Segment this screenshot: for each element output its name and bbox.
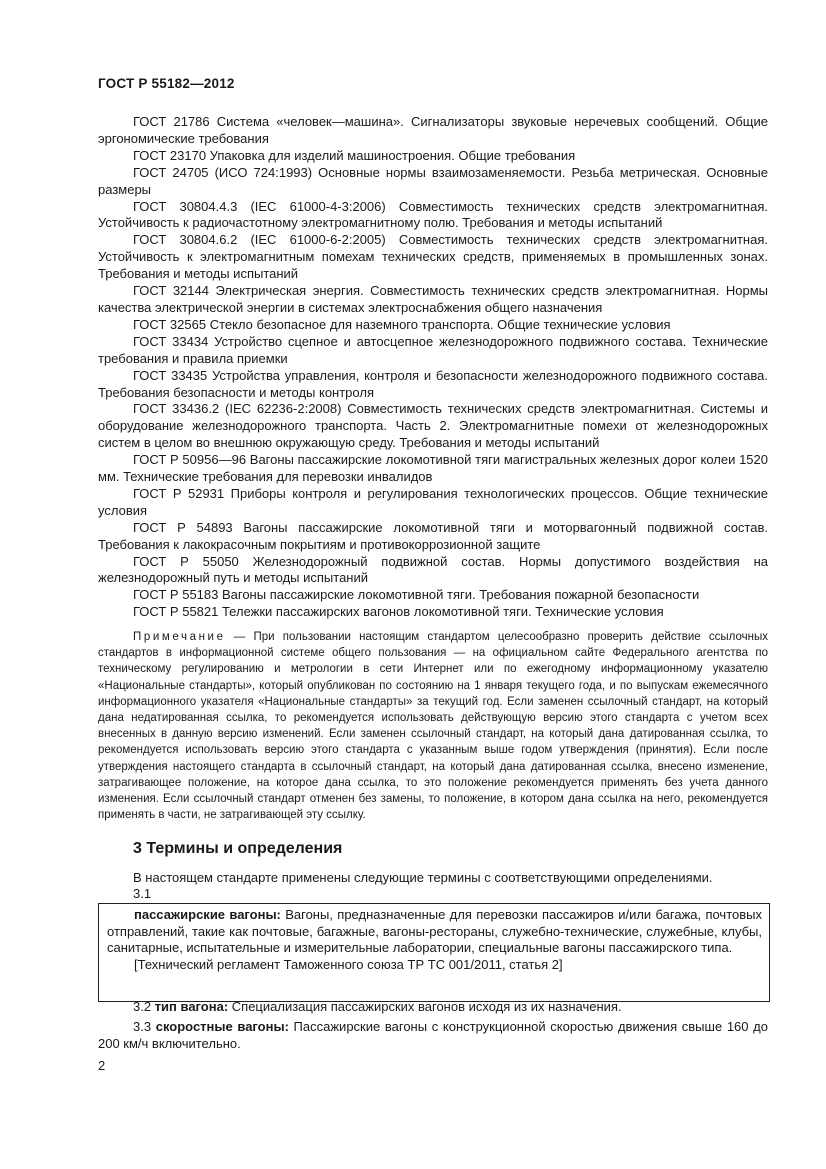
term-name: пассажирские вагоны: xyxy=(134,907,281,922)
term-number: 3.3 xyxy=(133,1019,156,1034)
reference-item: ГОСТ Р 52931 Приборы контроля и регулирования технологических процессов. Общие технические условия xyxy=(98,485,768,518)
reference-item: ГОСТ Р 55050 Железнодорожный подвижной состав. Нормы допустимого воздействия на железнодорожный путь и методы испытаний xyxy=(98,553,768,586)
reference-item: ГОСТ 33435 Устройства управления, контроля и безопасности железнодорожного подвижного состава. Требования безопасности и методы контроля xyxy=(98,367,768,400)
term-definition: Специализация пассажирских вагонов исходя из их назначения. xyxy=(228,999,622,1014)
normative-references-list xyxy=(98,114,768,621)
reference-item: ГОСТ 30804.4.3 (IEC 61000-4-3:2006) Совместимость технических средств электромагнитная. Устойчивость к радиочастотному электромагнитному полю. Требования и методы испытаний xyxy=(98,198,768,231)
term-number: 3.1 xyxy=(133,886,152,901)
note-dash: — xyxy=(225,631,254,643)
note-paragraph xyxy=(98,629,768,823)
term-entry xyxy=(98,1019,768,1052)
reference-item: ГОСТ 32144 Электрическая энергия. Совместимость технических средств электромагнитная. Нормы качества электрической энергии в системах электроснабжения общего назначения xyxy=(98,283,768,315)
term-name: скоростные вагоны: xyxy=(155,1019,289,1034)
note-text: При пользовании настоящим стандартом целесообразно проверить действие ссылочных стандартов в информационной системе общего пользования — на официальном сайте Федерального агентства по техническому регулированию и метрологии в сети Интернет или по ежегодному информационному указателю «Национальные стандарты», который опубликован по состоянию на 1 января текущего года, и по выпускам ежемесячного информационного указателя «Национальные стандарты» за текущий год. Если заменен ссылочный стандарт, на который дана недатированная ссылка, то рекомендуется использовать действующую версию этого стандарта с учетом всех внесенных в данную версию изменений. Если заменен ссылочный стандарт, на который дана датированная ссылка, то рекомендуется использовать версию этого стандарта с указанным выше годом утверждения (принятия). Если после утверждения настоящего стандарта в ссылочный стандарт, на который дана датированная ссылка, внесено изменение, затрагивающее положение, на которое дана ссылка, то это положение рекомендуется применять без учета данного изменения. Если ссылочный стандарт отменен без замены, то положение, в котором дана ссылка на него, рекомендуется применять в части, не затрагивающей эту ссылку. xyxy=(98,631,769,822)
reference-item: ГОСТ Р 54893 Вагоны пассажирские локомотивной тяги и моторвагонный подвижной состав. Требования к лакокрасочным покрытиям и противокоррозионной защите xyxy=(98,519,768,552)
reference-item: ГОСТ 33434 Устройство сцепное и автосцепное железнодорожного подвижного состава. Технические требования и правила приемки xyxy=(98,333,768,366)
reference-item: ГОСТ 24705 (ИСО 724:1993) Основные нормы взаимозаменяемости. Резьба метрическая. Основные размеры xyxy=(98,164,768,197)
definition-box xyxy=(98,903,770,1002)
document-header: ГОСТ Р 55182—2012 xyxy=(98,76,235,91)
reference-item: ГОСТ 30804.6.2 (IEC 61000-6-2:2005) Совместимость технических средств электромагнитная. Устойчивость к электромагнитным помехам технических средств, применяемых в промышленных зонах. Требования и методы испытаний xyxy=(98,232,768,282)
definition-source: [Технический регламент Таможенного союза ТР ТС 001/2011, статья 2] xyxy=(134,957,563,973)
reference-item: ГОСТ 32565 Стекло безопасное для наземного транспорта. Общие технические условия xyxy=(133,316,671,332)
page-number: 2 xyxy=(98,1058,106,1073)
term-number: 3.2 xyxy=(133,999,155,1014)
term-name: тип вагона: xyxy=(154,999,229,1014)
section-title: 3 Термины и определения xyxy=(133,840,343,857)
reference-item: ГОСТ 23170 Упаковка для изделий машиностроения. Общие требования xyxy=(133,147,576,163)
note-label: Примечание xyxy=(133,631,226,643)
reference-item: ГОСТ Р 50956—96 Вагоны пассажирские локомотивной тяги магистральных железных дорог колеи 1520 мм. Технические требования для перевозки инвалидов xyxy=(98,452,768,485)
section-intro: В настоящем стандарте применены следующие термины с соответствующими определениями. xyxy=(133,870,713,885)
reference-item: ГОСТ 33436.2 (IEC 62236-2:2008) Совместимость технических средств электромагнитная. Системы и оборудование железнодорожного транспорта. Часть 2. Электромагнитные помехи от железнодорожных систем в целом во внешнюю окружающую среду. Требования и методы испытаний xyxy=(98,401,768,451)
term-definition: Пассажирские вагоны с конструкционной скоростью движения свыше 160 до 200 км/ч включительно. xyxy=(98,1019,768,1051)
term-entry xyxy=(98,999,768,1016)
reference-item: ГОСТ Р 55821 Тележки пассажирских вагонов локомотивной тяги. Технические условия xyxy=(133,604,664,620)
reference-item: ГОСТ 21786 Система «человек—машина». Сигнализаторы звуковые неречевых сообщений. Общие эргономические требования xyxy=(98,114,768,146)
reference-item: ГОСТ Р 55183 Вагоны пассажирские локомотивной тяги. Требования пожарной безопасности xyxy=(133,587,700,603)
definition-paragraph xyxy=(107,907,762,957)
term-definition: Вагоны, предназначенные для перевозки пассажиров и/или багажа, почтовых отправлений, такие как почтовые, багажные, вагоны-рестораны, служебно-технические, служебные, клубы, санитарные, испытательные и измерительные лаборатории, специальные вагоны пассажирского типа. xyxy=(107,907,762,956)
